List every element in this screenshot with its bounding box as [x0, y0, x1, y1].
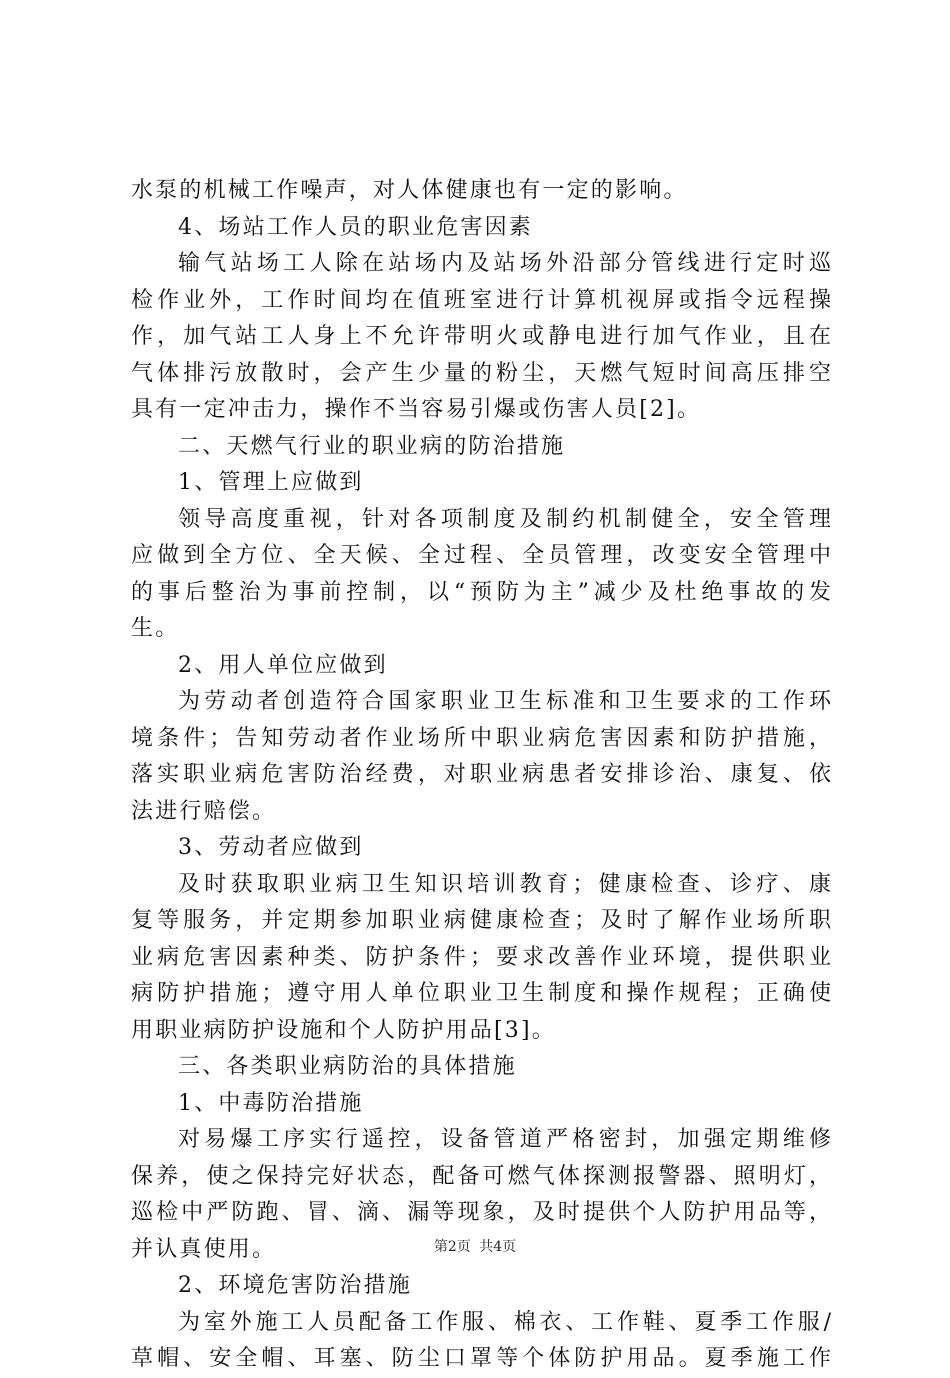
document-body — [131, 173, 831, 1378]
text-line: 作，加气站工人身上不允许带明火或静电进行加气作业，且在 — [131, 324, 831, 349]
text-line: 2、环境危害防治措施 — [178, 1273, 412, 1298]
page-total: 共4页 — [479, 1239, 517, 1255]
text-line: 2、用人单位应做到 — [178, 652, 388, 678]
text-line: 法进行赔偿。 — [131, 798, 277, 824]
page-number: 第2页 — [433, 1239, 471, 1255]
text-line: 为劳动者创造符合国家职业卫生标准和卫生要求的工作环 — [178, 689, 831, 714]
text-line: 及时获取职业病卫生知识培训教育；健康检查、诊疗、康 — [178, 871, 831, 897]
text-line: 二、天燃气行业的职业病的防治措施 — [178, 433, 566, 459]
text-line: 气体排污放散时，会产生少量的粉尘，天燃气短时间高压排空 — [131, 360, 831, 386]
text-line: 落实职业病危害防治经费，对职业病患者安排诊治、康复、依 — [131, 762, 831, 787]
text-line: 为室外施工人员配备工作服、棉衣、工作鞋、夏季工作服/ — [178, 1309, 831, 1335]
text-line: 境条件；告知劳动者作业场所中职业病危害因素和防护措施， — [131, 725, 831, 751]
text-line: 1、管理上应做到 — [178, 470, 364, 495]
text-line: 生。 — [131, 616, 180, 641]
text-line: 4、场站工作人员的职业危害因素 — [178, 214, 533, 240]
text-line: 三、各类职业病防治的具体措施 — [178, 1054, 517, 1079]
page-footer — [0, 1237, 950, 1257]
text-line: 保养，使之保持完好状态，配备可燃气体探测报警器、照明灯， — [131, 1163, 831, 1189]
text-line: 领导高度重视，针对各项制度及制约机制健全，安全管理 — [178, 506, 831, 532]
text-line: 1、中毒防治措施 — [178, 1090, 364, 1116]
text-line: 输气站场工人除在站场内及站场外沿部分管线进行定时巡 — [178, 251, 831, 276]
text-line: 业病危害因素种类、防护条件；要求改善作业环境，提供职业 — [131, 944, 831, 970]
text-line: 对易爆工序实行遥控，设备管道严格密封，加强定期维修 — [178, 1127, 831, 1152]
text-line: 3、劳动者应做到 — [178, 835, 364, 860]
text-line: 并认真使用。 — [131, 1236, 277, 1262]
text-line: 草帽、安全帽、耳塞、防尘口罩等个体防护用品。夏季施工作 — [131, 1346, 831, 1371]
text-line: 检作业外，工作时间均在值班室进行计算机视屏或指令远程操 — [131, 287, 831, 313]
text-line: 水泵的机械工作噪声，对人体健康也有一定的影响。 — [131, 178, 688, 203]
text-line: 的事后整治为事前控制，以“预防为主”减少及杜绝事故的发 — [131, 579, 831, 605]
text-line: 巡检中严防跑、冒、滴、漏等现象，及时提供个人防护用品等， — [131, 1200, 831, 1225]
text-line: 病防护措施；遵守用人单位职业卫生制度和操作规程；正确使 — [131, 981, 831, 1006]
text-line: 应做到全方位、全天候、全过程、全员管理，改变安全管理中 — [131, 543, 831, 568]
text-line: 用职业病防护设施和个人防护用品[3]。 — [131, 1017, 556, 1043]
text-line: 复等服务，并定期参加职业病健康检查；及时了解作业场所职 — [131, 908, 831, 933]
text-line: 具有一定冲击力，操作不当容易引爆或伤害人员[2]。 — [131, 397, 702, 422]
